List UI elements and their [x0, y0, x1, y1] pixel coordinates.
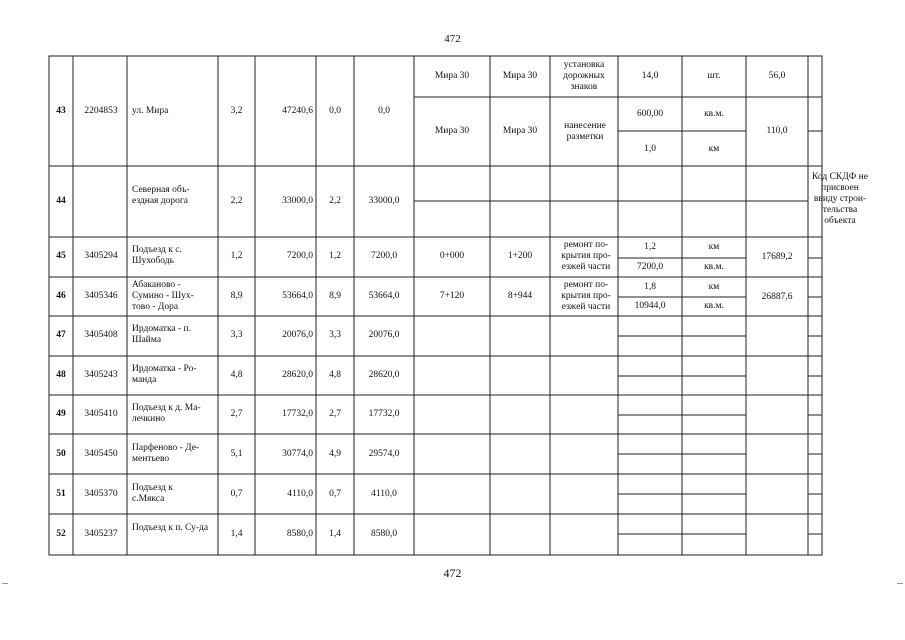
- length-normative: 1,2: [329, 251, 341, 261]
- road-name: Подъезд к с.Мякса: [132, 483, 173, 504]
- work-from: 0+000: [439, 251, 465, 261]
- scan-edge-mark: [2, 583, 8, 584]
- road-code: 3405370: [84, 489, 118, 499]
- road-name: Подъезд к с. Шухободь: [132, 245, 182, 266]
- cost-total: 20076,0: [282, 330, 313, 340]
- road-name: Ирдоматка - п. Шайма: [132, 324, 192, 345]
- road-name: Ирдоматка - Ро-манда: [132, 364, 197, 385]
- cost-total: 47240,6: [282, 106, 313, 116]
- work-sum: 110,0: [766, 126, 788, 136]
- cost-total: 7200,0: [286, 251, 313, 261]
- work-qty: 600,00: [636, 109, 664, 119]
- road-code: 3405294: [84, 251, 118, 261]
- road-name: Северная объ-ездная дорога: [132, 185, 190, 206]
- road-name: Подъезд к д. Ма-лечкино: [132, 403, 201, 424]
- cost-normative: 20076,0: [368, 330, 400, 340]
- work-sum: 56,0: [768, 71, 786, 81]
- cost-total: 30774,0: [282, 449, 313, 459]
- work-unit: км: [708, 282, 720, 292]
- work-to: 8+944: [507, 291, 533, 301]
- cost-normative: 8580,0: [370, 529, 398, 539]
- road-code: 2204853: [84, 106, 118, 116]
- road-name: Подъезд к п. Су-да: [132, 523, 209, 533]
- work-unit: кв.м.: [704, 109, 724, 119]
- cost-normative: 0,0: [378, 106, 390, 116]
- work-qty: 1,2: [644, 242, 656, 252]
- cost-total: 8580,0: [286, 529, 313, 539]
- cost-total: 28620,0: [282, 370, 313, 380]
- length-normative: 0,7: [329, 489, 341, 499]
- road-code: 3405346: [84, 291, 118, 301]
- row-number: 45: [56, 251, 66, 261]
- work-unit: км: [708, 144, 720, 154]
- row-number: 48: [56, 370, 66, 380]
- length-total: 1,4: [230, 529, 243, 539]
- length-total: 1,2: [230, 251, 243, 261]
- road-code: 3405237: [84, 529, 118, 539]
- work-qty: 7200,0: [636, 262, 664, 272]
- length-total: 8,9: [230, 291, 243, 301]
- cost-total: 4110,0: [287, 489, 313, 499]
- work-qty: 14,0: [641, 71, 659, 81]
- work-sum: 26887,6: [761, 292, 793, 302]
- cost-total: 17732,0: [282, 409, 313, 419]
- work-qty: 1,0: [644, 144, 656, 154]
- work-unit: км: [708, 242, 720, 252]
- cost-normative: 33000,0: [368, 196, 400, 206]
- road-code: 3405243: [84, 370, 118, 380]
- row-number: 46: [56, 291, 66, 301]
- work-to: Мира 30: [502, 126, 538, 136]
- row-number: 44: [56, 196, 66, 206]
- work-unit: шт.: [707, 71, 721, 81]
- work-to: Мира 30: [502, 71, 538, 81]
- work-from: Мира 30: [434, 71, 470, 81]
- cost-normative: 28620,0: [368, 370, 400, 380]
- length-total: 5,1: [230, 449, 243, 459]
- length-normative: 2,2: [329, 196, 341, 206]
- cost-total: 33000,0: [282, 196, 313, 206]
- road-code: 3405410: [84, 409, 118, 419]
- note: Код СКДФ не присвоен ввиду строи-тельства объекта: [812, 172, 868, 226]
- length-normative: 3,3: [329, 330, 341, 340]
- cost-normative: 17732,0: [368, 409, 400, 419]
- work-from: Мира 30: [434, 126, 470, 136]
- length-total: 4,8: [230, 370, 243, 380]
- length-normative: 2,7: [329, 409, 341, 419]
- work-unit: кв.м.: [704, 262, 724, 272]
- row-number: 47: [56, 330, 66, 340]
- scan-edge-mark: [897, 583, 903, 584]
- cost-normative: 4110,0: [371, 489, 397, 499]
- work-unit: кв.м.: [704, 301, 724, 311]
- length-total: 2,7: [230, 409, 243, 419]
- row-number: 52: [56, 529, 66, 539]
- row-number: 50: [56, 449, 66, 459]
- work-qty: 1,8: [644, 282, 656, 292]
- work-type: установка дорожных знаков: [563, 60, 605, 92]
- work-qty: 10944,0: [634, 301, 666, 311]
- work-type: ремонт по-крытия про-езжей части: [561, 240, 611, 272]
- road-code: 3405450: [84, 449, 118, 459]
- road-name: Парфеново - Де-ментьево: [132, 443, 200, 464]
- page-number-bottom: 472: [443, 566, 462, 580]
- length-normative: 4,9: [329, 449, 341, 459]
- cost-normative: 29574,0: [368, 449, 400, 459]
- length-normative: 0,0: [329, 106, 341, 116]
- length-total: 3,2: [230, 106, 243, 116]
- cost-normative: 53664,0: [368, 291, 400, 301]
- work-from: 7+120: [439, 291, 465, 301]
- road-name: Абаканово - Сумино - Шух-тово - Дора: [132, 280, 194, 312]
- length-total: 2,2: [230, 196, 243, 206]
- length-normative: 1,4: [329, 529, 341, 539]
- length-total: 3,3: [230, 330, 243, 340]
- road-code: 3405408: [84, 330, 118, 340]
- length-total: 0,7: [230, 489, 243, 499]
- row-number: 49: [56, 409, 66, 419]
- cost-normative: 7200,0: [370, 251, 398, 261]
- road-name: ул. Мира: [132, 106, 169, 116]
- work-type: нанесение разметки: [564, 121, 606, 142]
- cost-total: 53664,0: [282, 291, 313, 301]
- length-normative: 8,9: [329, 291, 341, 301]
- row-number: 43: [56, 106, 66, 116]
- work-to: 1+200: [507, 251, 533, 261]
- row-number: 51: [56, 489, 66, 499]
- length-normative: 4,8: [329, 370, 341, 380]
- page-number-top: 472: [444, 33, 461, 45]
- work-sum: 17689,2: [761, 252, 793, 262]
- work-type: ремонт по-крытия про-езжей части: [561, 280, 611, 312]
